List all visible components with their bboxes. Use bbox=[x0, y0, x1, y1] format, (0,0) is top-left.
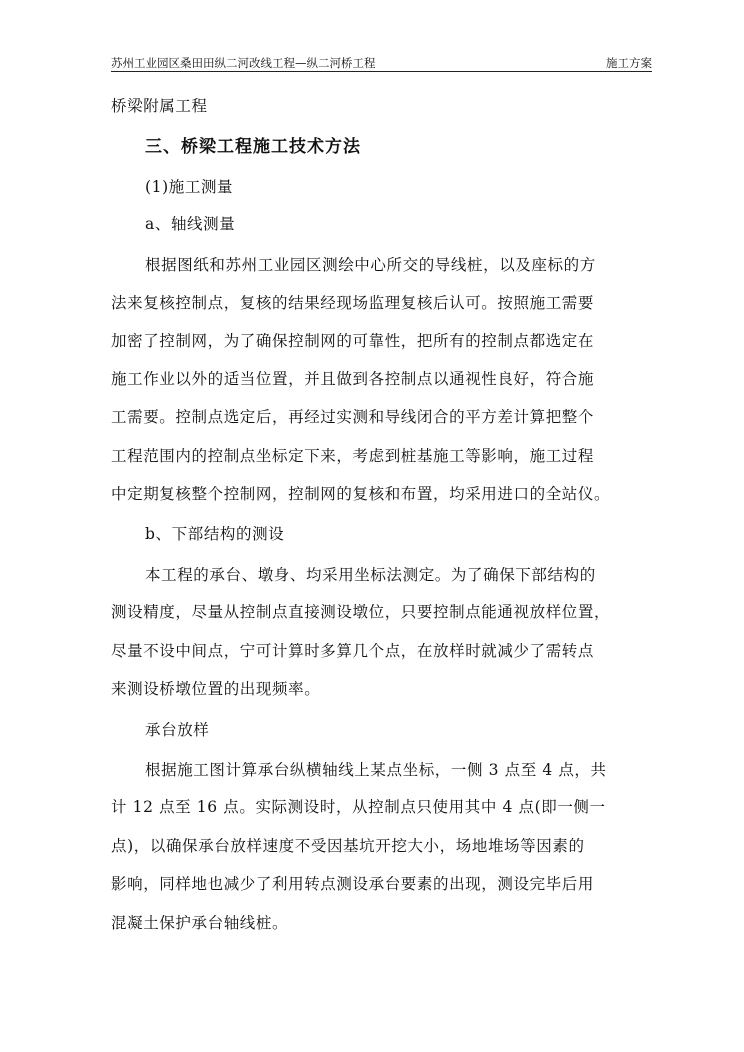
subheading-survey: (1)施工测量 bbox=[145, 178, 234, 196]
paragraph-line: 测设精度，尽量从控制点直接测设墩位，只要控制点能通视放样位置， bbox=[111, 603, 611, 621]
paragraph-line: 来测设桥墩位置的出现频率。 bbox=[111, 680, 321, 698]
section-label: 桥梁附属工程 bbox=[111, 97, 208, 115]
paragraph-line: 根据施工图计算承台纵横轴线上某点坐标，一侧 3 点至 4 点，共 bbox=[145, 761, 607, 779]
subheading-cap-setting: 承台放样 bbox=[145, 721, 210, 739]
paragraph-line: 混凝土保护承台轴线桩。 bbox=[111, 914, 289, 932]
paragraph-line: 计 12 点至 16 点。实际测设时，从控制点只使用其中 4 点(即一侧一 bbox=[111, 798, 606, 816]
section-heading: 三、桥梁工程施工技术方法 bbox=[145, 137, 361, 157]
paragraph-line: 尽量不设中间点，宁可计算时多算几个点，在放样时就减少了需转点 bbox=[111, 642, 595, 660]
paragraph-line: 影响，同样地也减少了利用转点测设承台要素的出现，测设完毕后用 bbox=[111, 875, 595, 893]
paragraph-line: 根据图纸和苏州工业园区测绘中心所交的导线桩，以及座标的方 bbox=[145, 256, 596, 274]
paragraph-line: 加密了控制网，为了确保控制网的可靠性，把所有的控制点都选定在 bbox=[111, 332, 595, 350]
paragraph-line: 施工作业以外的适当位置，并且做到各控制点以通视性良好，符合施 bbox=[111, 370, 595, 388]
paragraph-line: 法来复核控制点，复核的结果经现场监理复核后认可。按照施工需要 bbox=[111, 294, 595, 312]
subheading-substructure: b、下部结构的测设 bbox=[145, 525, 285, 543]
paragraph-line: 点)，以确保承台放样速度不受因基坑开挖大小，场地堆场等因素的 bbox=[111, 837, 585, 855]
paragraph-line: 工程范围内的控制点坐标定下来，考虑到桩基施工等影响，施工过程 bbox=[111, 447, 595, 465]
paragraph-line: 本工程的承台、墩身、均采用坐标法测定。为了确保下部结构的 bbox=[145, 566, 596, 584]
subheading-axis-survey: a、轴线测量 bbox=[145, 215, 236, 233]
paragraph-line: 工需要。控制点选定后，再经过实测和导线闭合的平方差计算把整个 bbox=[111, 408, 595, 426]
paragraph-line: 中定期复核整个控制网，控制网的复核和布置，均采用进口的全站仪。 bbox=[111, 485, 611, 503]
header-document-type: 施工方案 bbox=[606, 56, 652, 70]
header-divider bbox=[111, 71, 652, 72]
page-header bbox=[111, 55, 652, 71]
header-project-title: 苏州工业园区桑田田纵二河改线工程—纵二河桥工程 bbox=[111, 56, 376, 70]
